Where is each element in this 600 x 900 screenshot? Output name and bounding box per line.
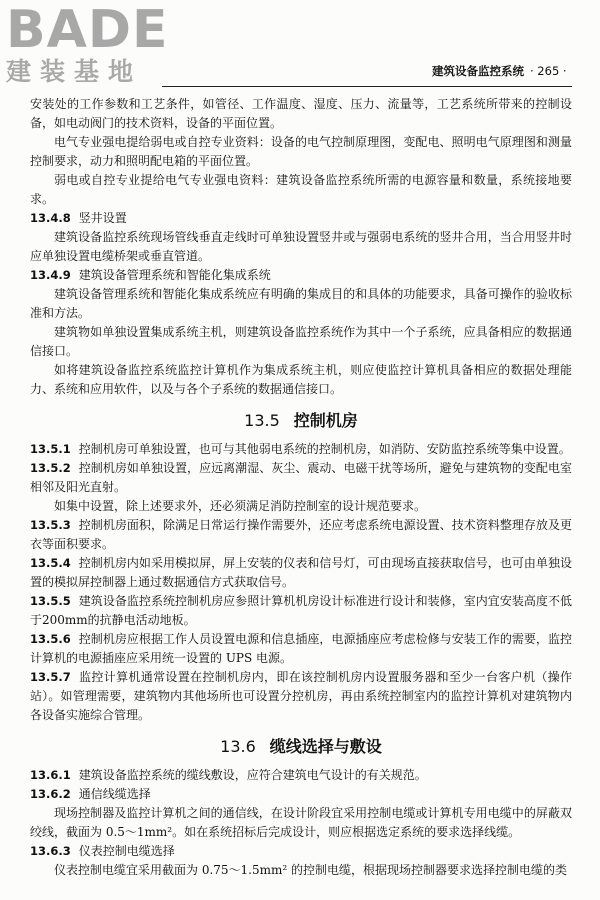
- clause: 13.5.3 控制机房面积，除满足日常运行操作需要外，还应考虑系统电源设置、技术资料整理存放及更衣等面积要求。: [30, 518, 572, 551]
- running-head-title: 建筑设备监控系统: [432, 64, 524, 78]
- paragraph: 建筑设备监控系统现场管线垂直走线时可单独设置竖井或与强弱电系统的竖井合用，当合用竖井时应单独设置电缆桥架或垂直管道。: [30, 230, 572, 263]
- paragraph: 如将建筑设备监控系统监控计算机作为集成系统主机，则应使监控计算机具备相应的数据处理能力、系统和应用软件，以及与各个子系统的数据通信接口。: [30, 363, 572, 396]
- watermark-latin: BADE: [6, 0, 169, 60]
- section-heading: 13.4.8 竖井设置: [30, 211, 127, 225]
- section-heading: 13.6.2 通信线缆选择: [30, 787, 151, 801]
- clause: 13.5.5 建筑设备监控系统控制机房应参照计算机机房设计标准进行设计和装修，室内宜安装高度不低于200mm的抗静电活动地板。: [30, 594, 572, 627]
- paragraph: 建筑物如单独设置集成系统主机，则建筑设备监控系统作为其中一个子系统，应具备相应的数据通信接口。: [30, 325, 572, 358]
- clause: 13.6.1 建筑设备监控系统的缆线敷设，应符合建筑电气设计的有关规范。: [30, 768, 427, 782]
- section-heading: 13.6.3 仪表控制电缆选择: [30, 844, 175, 858]
- paragraph: 弱电或自控专业提给电气专业强电资料：建筑设备监控系统所需的电源容量和数量，系统接地要求。: [30, 173, 572, 206]
- watermark-logo: [6, 0, 176, 88]
- paragraph: 仪表控制电缆宜采用截面为 0.75～1.5mm² 的控制电缆，根据现场控制器要求选择控制电缆的类: [54, 863, 568, 877]
- chapter-heading: 13.6 缆线选择与敷设: [220, 737, 382, 756]
- paragraph: 电气专业强电提给弱电或自控专业资料：设备的电气控制原理图，变配电、照明电气原理图和测量控制要求，动力和照明配电箱的平面位置。: [30, 135, 572, 168]
- clause: 13.5.4 控制机房内如采用模拟屏，屏上安装的仪表和信号灯，可由现场直接获取信号，也可由单独设置的模拟屏控制器上通过数据通信方式获取信号。: [30, 556, 572, 589]
- clause: 13.5.6 控制机房应根据工作人员设置电源和信息插座，电源插座应考虑检修与安装工作的需要，监控计算机的电源插座应采用统一设置的 UPS 电源。: [30, 632, 572, 665]
- header-rule: [162, 86, 572, 87]
- watermark-cjk: 建装基地: [6, 57, 143, 86]
- page-body: [30, 95, 572, 880]
- clause: 13.5.1 控制机房可单独设置，也可与其他弱电系统的控制机房，如消防、安防监控系统等集中设置。: [30, 442, 571, 456]
- running-head: [432, 63, 567, 79]
- page-number: · 265 ·: [530, 64, 567, 78]
- paragraph: 现场控制器及监控计算机之间的通信线，在设计阶段宜采用控制电缆或计算机专用电缆中的屏蔽双绞线，截面为 0.5～1mm²。如在系统招标后完成设计，则应根据选定系统的要求选择线缆。: [30, 806, 572, 839]
- clause: 13.5.2 控制机房如单独设置，应远离潮湿、灰尘、震动、电磁干扰等场所，避免与建筑物的变配电室相邻及阳光直射。: [30, 461, 572, 494]
- clause: 13.5.7 监控计算机通常设置在控制机房内，即在该控制机房内设置服务器和至少一台客户机（操作站）。如管理需要，建筑物内其他场所也可设置分控机房，再由系统控制室内的监控计算机对建筑物内各设备实施综合管理。: [30, 670, 572, 722]
- chapter-heading: 13.5 控制机房: [244, 411, 358, 430]
- paragraph: 安装处的工作参数和工艺条件，如管径、工作温度、湿度、压力、流量等，工艺系统所带来的控制设备，如电动阀门的技术资料，设备的平面位置。: [30, 97, 572, 130]
- section-heading: 13.4.9 建筑设备管理系统和智能化集成系统: [30, 268, 271, 282]
- paragraph: 如集中设置，除上述要求外，还必须满足消防控制室的设计规范要求。: [54, 499, 427, 513]
- paragraph: 建筑设备管理系统和智能化集成系统应有明确的集成目的和具体的功能要求，具备可操作的验收标准和方法。: [30, 287, 572, 320]
